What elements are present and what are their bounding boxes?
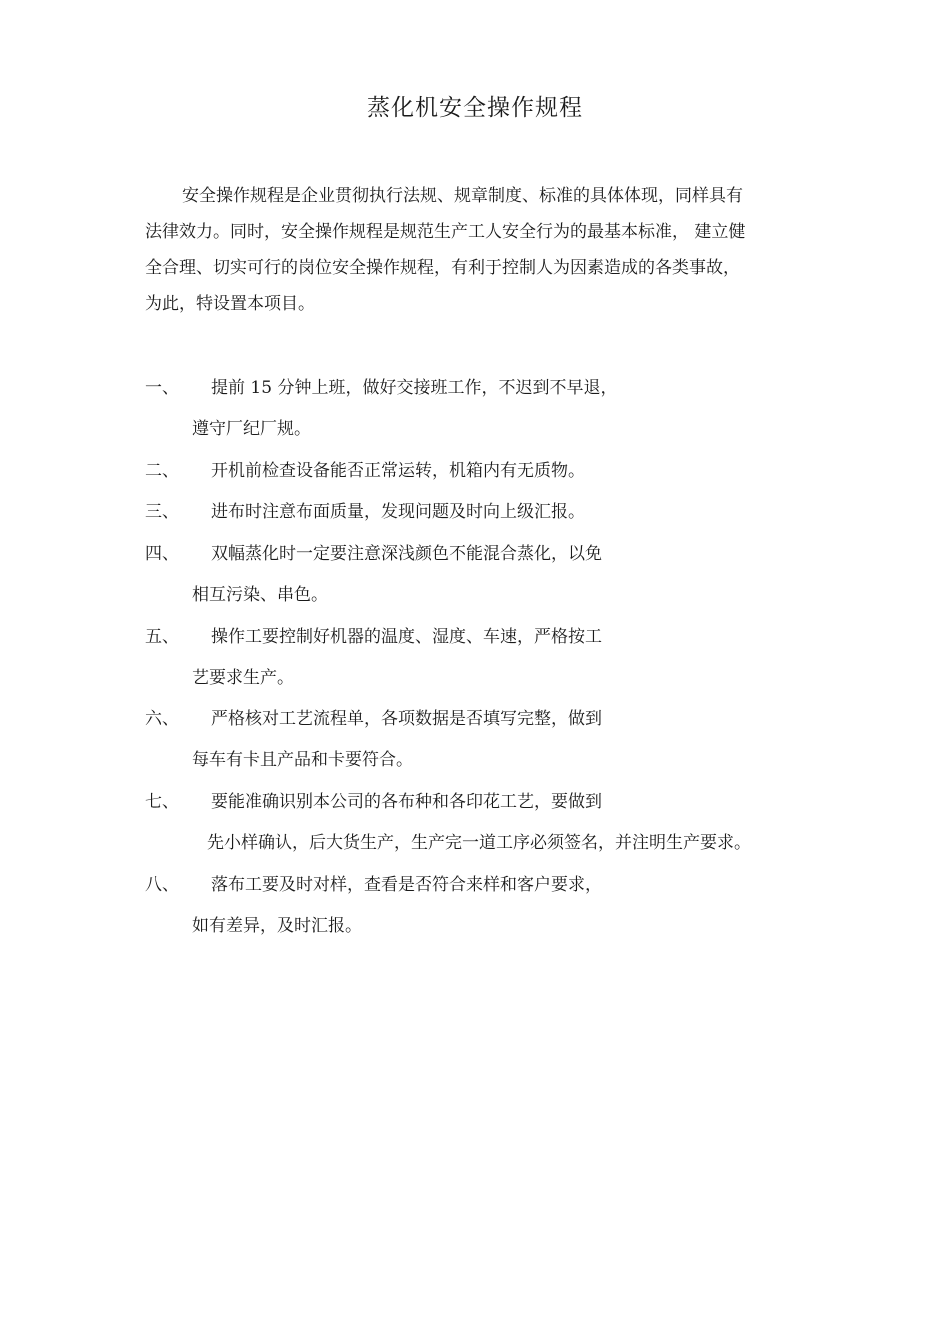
item-text: 如有差异，及时汇报。 xyxy=(192,916,362,936)
intro-line: 法律效力。同时，安全操作规程是规范生产工人安全行为的最基本标准， 建立健 xyxy=(145,222,746,242)
item-text: 严格核对工艺流程单，各项数据是否填写完整，做到 xyxy=(211,709,602,729)
intro-paragraph xyxy=(145,178,813,322)
item-number: 四、 xyxy=(145,544,179,564)
item-number: 五、 xyxy=(145,627,179,647)
item-text: 遵守厂纪厂规。 xyxy=(192,419,311,439)
item-text: 每车有卡且产品和卡要符合。 xyxy=(192,750,413,770)
item-text: 艺要求生产。 xyxy=(192,668,294,688)
item-number: 八、 xyxy=(145,875,179,895)
document-title: 蒸化机安全操作规程 xyxy=(367,95,583,121)
item-text: 相互污染、串色。 xyxy=(192,585,328,605)
item-text: 要能准确识别本公司的各布种和各印花工艺，要做到 xyxy=(211,792,602,812)
item-number: 二、 xyxy=(145,461,179,481)
item-text: 双幅蒸化时一定要注意深浅颜色不能混合蒸化，以免 xyxy=(211,544,602,564)
intro-line: 为此，特设置本项目。 xyxy=(145,294,315,314)
item-text: 落布工要及时对样，查看是否符合来样和客户要求， xyxy=(211,875,602,895)
item-text: 操作工要控制好机器的温度、湿度、车速，严格按工 xyxy=(211,627,602,647)
item-text: 开机前检查设备能否正常运转，机箱内有无质物。 xyxy=(211,461,585,481)
item-text: 进布时注意布面质量，发现问题及时向上级汇报。 xyxy=(211,502,585,522)
item-number: 一、 xyxy=(145,378,179,398)
item-text: 提前 15 分钟上班，做好交接班工作，不迟到不早退， xyxy=(211,378,618,398)
item-text: 先小样确认，后大货生产，生产完一道工序必须签名，并注明生产要求。 xyxy=(207,833,751,853)
intro-line: 安全操作规程是企业贯彻执行法规、规章制度、标准的具体体现，同样具有 xyxy=(182,186,743,206)
item-number: 七、 xyxy=(145,792,179,812)
intro-line: 全合理、切实可行的岗位安全操作规程，有利于控制人为因素造成的各类事故， xyxy=(145,258,740,278)
item-number: 三、 xyxy=(145,502,179,522)
item-number: 六、 xyxy=(145,709,179,729)
